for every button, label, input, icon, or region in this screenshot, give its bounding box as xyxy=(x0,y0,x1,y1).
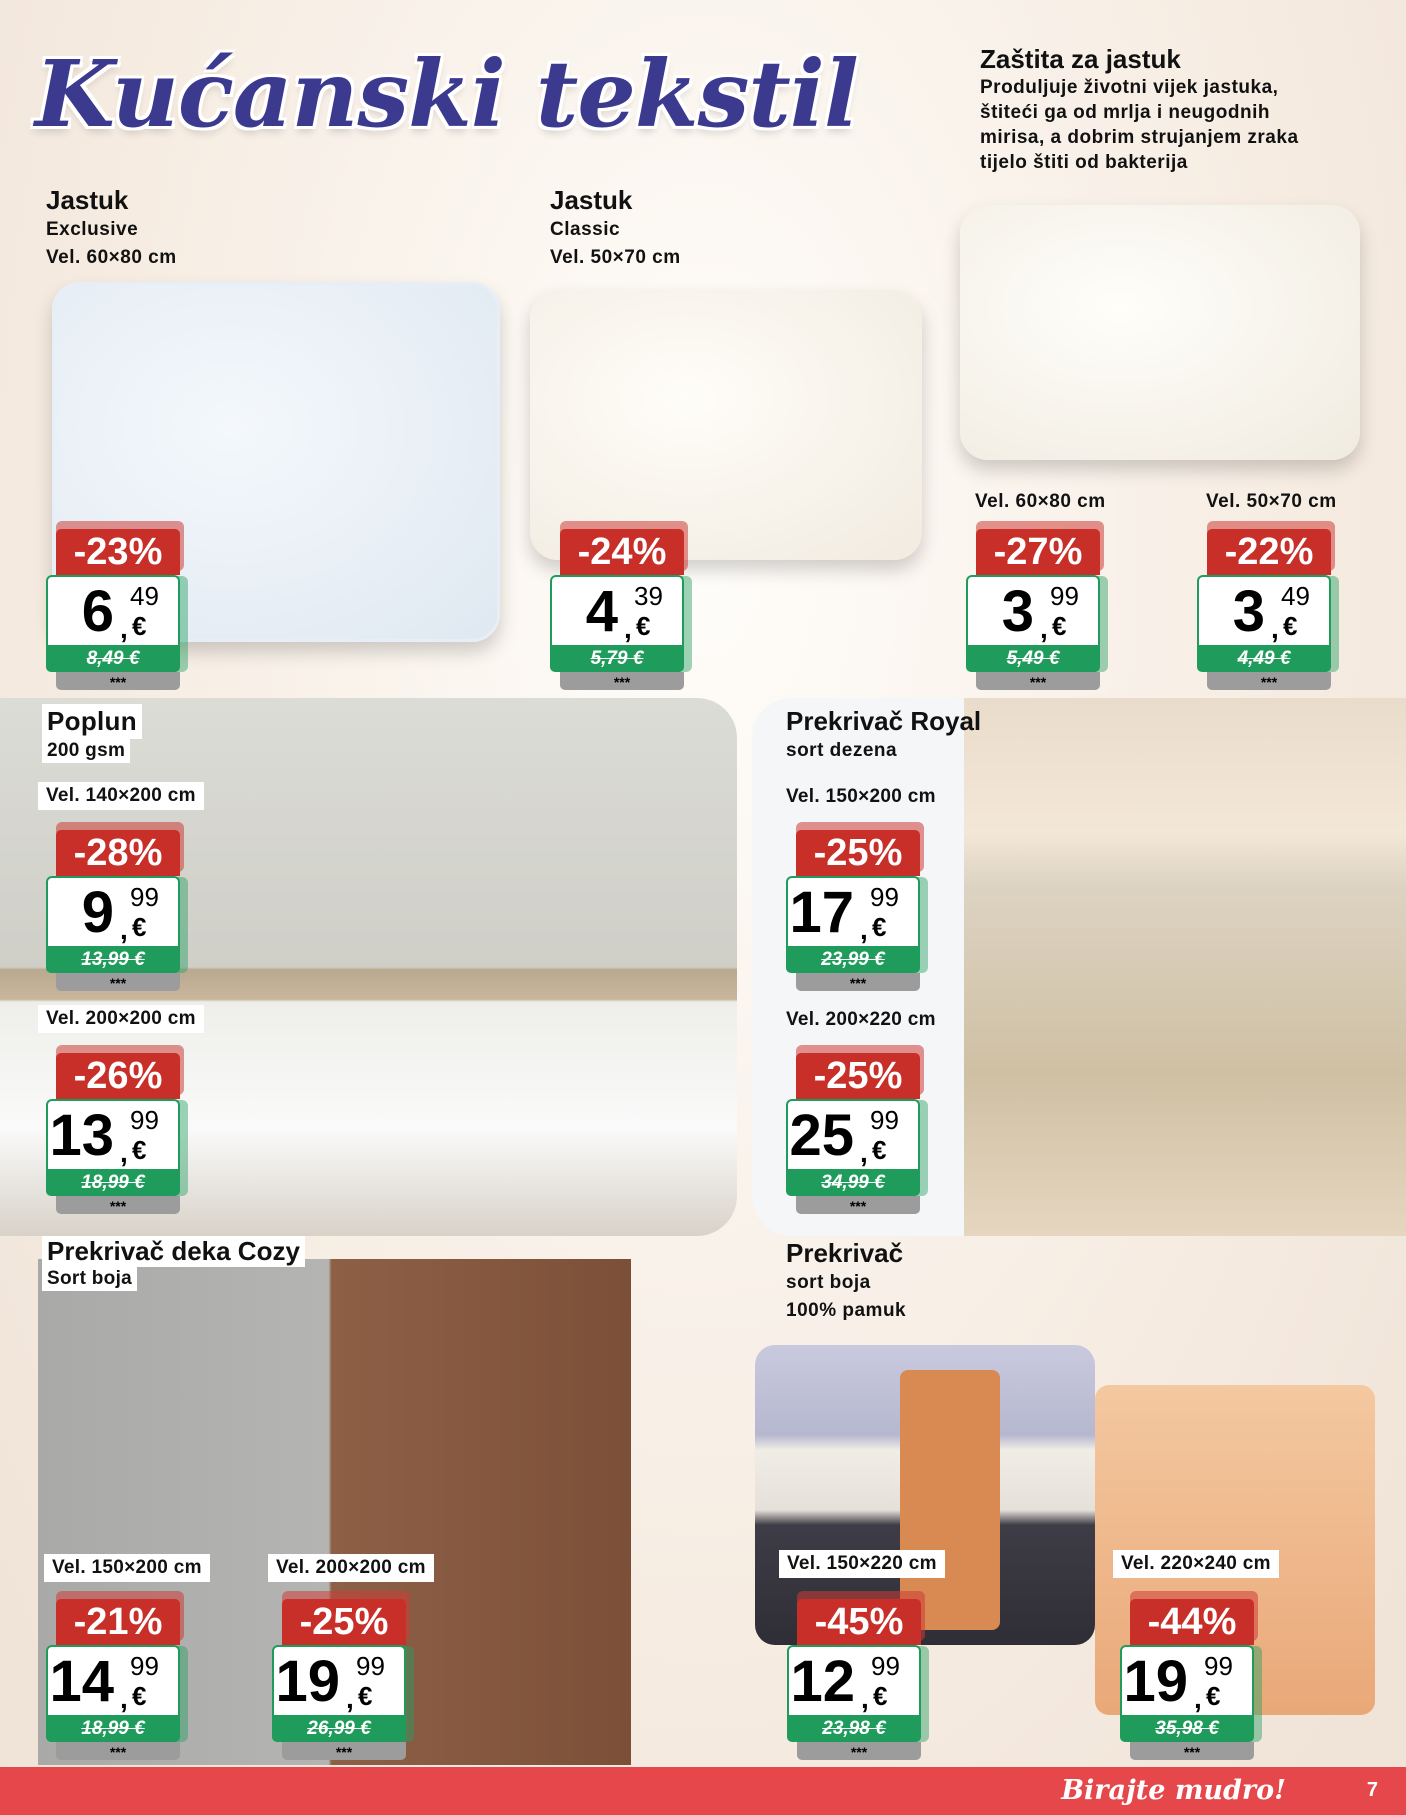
price-comma: , xyxy=(1040,613,1048,644)
product-variant: Exclusive xyxy=(46,219,139,240)
product-desc: štiteći ga od mrlja i neugodnih xyxy=(980,102,1270,123)
price-comma: , xyxy=(120,1683,128,1714)
price-tag xyxy=(786,822,928,992)
product-size: Vel. 60×80 cm xyxy=(46,247,177,268)
size-label: Vel. 140×200 cm xyxy=(38,782,204,810)
price-box xyxy=(46,876,180,946)
tag-footnote: *** xyxy=(796,973,920,991)
price-comma: , xyxy=(1271,613,1279,644)
price-comma: , xyxy=(346,1683,354,1714)
pillow-protector-image xyxy=(960,205,1360,460)
page-number: 7 xyxy=(1366,1779,1378,1801)
old-price-bar xyxy=(787,1715,921,1742)
old-price-bar xyxy=(786,946,920,973)
old-price-bar xyxy=(46,645,180,672)
size-label: Vel. 200×200 cm xyxy=(268,1554,434,1582)
currency: € xyxy=(872,912,887,942)
old-price: 18,99 € xyxy=(81,1718,145,1739)
discount-badge: -25% xyxy=(796,1053,920,1099)
price-tag xyxy=(46,1045,188,1215)
product-variant: sort dezena xyxy=(786,740,898,761)
size-label: Vel. 200×220 cm xyxy=(786,1009,936,1030)
old-price: 4,49 € xyxy=(1237,648,1291,669)
price-box xyxy=(46,1099,180,1169)
price-comma: , xyxy=(120,613,128,644)
price-box xyxy=(1120,1645,1254,1715)
price-box xyxy=(787,1645,921,1715)
price-tag xyxy=(46,521,188,691)
tag-footnote: *** xyxy=(797,1742,921,1760)
price-box xyxy=(46,575,180,645)
product-name: Zaštita za jastuk xyxy=(980,44,1181,74)
size-label: Vel. 50×70 cm xyxy=(1206,491,1337,512)
old-price-bar xyxy=(46,946,180,973)
old-price-bar xyxy=(786,1169,920,1196)
size-label: Vel. 220×240 cm xyxy=(1113,1550,1279,1578)
size-label: Vel. 150×220 cm xyxy=(779,1550,945,1578)
bedspread-royal-image xyxy=(964,698,1406,1236)
product-name: Jastuk xyxy=(46,185,129,215)
price-integer: 12 xyxy=(790,1649,855,1714)
product-name: Prekrivač xyxy=(786,1238,904,1268)
discount-badge: -26% xyxy=(56,1053,180,1099)
product-name: Jastuk xyxy=(550,185,633,215)
price-integer: 17 xyxy=(789,880,854,945)
discount-badge: -25% xyxy=(796,830,920,876)
product-variant: Classic xyxy=(550,219,621,240)
price-comma: , xyxy=(120,1137,128,1168)
product-prekrivac xyxy=(786,1238,906,1325)
old-price: 5,79 € xyxy=(590,648,644,669)
old-price-bar xyxy=(46,1715,180,1742)
price-comma: , xyxy=(860,1137,868,1168)
product-royal xyxy=(786,706,981,765)
currency: € xyxy=(1206,1681,1221,1711)
price-comma: , xyxy=(624,613,632,644)
currency: € xyxy=(132,1135,147,1165)
discount-badge: -44% xyxy=(1130,1599,1254,1645)
price-tag xyxy=(966,521,1108,691)
price-decimals: 99 xyxy=(130,1105,159,1135)
currency: € xyxy=(872,1135,887,1165)
product-name: Poplun xyxy=(42,704,142,739)
price-box xyxy=(966,575,1100,645)
old-price: 26,99 € xyxy=(307,1718,371,1739)
price-integer: 13 xyxy=(49,1103,114,1168)
discount-badge: -25% xyxy=(282,1599,406,1645)
currency: € xyxy=(132,611,147,641)
currency: € xyxy=(132,1681,147,1711)
old-price: 35,98 € xyxy=(1155,1718,1219,1739)
price-comma: , xyxy=(861,1683,869,1714)
currency: € xyxy=(636,611,651,641)
price-decimals: 99 xyxy=(870,1105,899,1135)
old-price: 8,49 € xyxy=(86,648,140,669)
product-name: Prekrivač deka Cozy xyxy=(42,1236,305,1267)
price-decimals: 99 xyxy=(130,882,159,912)
price-decimals: 39 xyxy=(634,581,663,611)
price-decimals: 99 xyxy=(356,1651,385,1681)
old-price-bar xyxy=(46,1169,180,1196)
old-price-bar xyxy=(1120,1715,1254,1742)
tag-footnote: *** xyxy=(796,1196,920,1214)
price-box xyxy=(1197,575,1331,645)
discount-badge: -45% xyxy=(797,1599,921,1645)
old-price: 34,99 € xyxy=(821,1172,885,1193)
tag-footnote: *** xyxy=(976,672,1100,690)
price-decimals: 49 xyxy=(1281,581,1310,611)
page-title: Kućanski tekstil xyxy=(35,40,858,148)
product-size: Vel. 50×70 cm xyxy=(550,247,681,268)
price-tag xyxy=(786,1045,928,1215)
tag-footnote: *** xyxy=(282,1742,406,1760)
price-decimals: 99 xyxy=(870,882,899,912)
product-poplun xyxy=(42,704,142,763)
currency: € xyxy=(358,1681,373,1711)
old-price: 23,99 € xyxy=(821,949,885,970)
discount-badge: -22% xyxy=(1207,529,1331,575)
price-tag xyxy=(1197,521,1339,691)
old-price: 18,99 € xyxy=(81,1172,145,1193)
price-integer: 3 xyxy=(1232,579,1265,644)
price-tag xyxy=(550,521,692,691)
price-tag xyxy=(272,1591,414,1761)
old-price-bar xyxy=(272,1715,406,1742)
currency: € xyxy=(873,1681,888,1711)
price-tag xyxy=(46,1591,188,1761)
tag-footnote: *** xyxy=(56,973,180,991)
tag-footnote: *** xyxy=(56,672,180,690)
price-integer: 4 xyxy=(585,579,618,644)
size-label: Vel. 200×200 cm xyxy=(38,1005,204,1033)
product-material: 100% pamuk xyxy=(786,1300,907,1321)
product-variant: 200 gsm xyxy=(42,739,130,763)
currency: € xyxy=(1283,611,1298,641)
old-price-bar xyxy=(550,645,684,672)
price-box xyxy=(272,1645,406,1715)
product-desc: mirisa, a dobrim strujanjem zraka xyxy=(980,127,1299,148)
size-label: Vel. 60×80 cm xyxy=(975,491,1106,512)
price-decimals: 99 xyxy=(1204,1651,1233,1681)
old-price: 13,99 € xyxy=(81,949,145,970)
price-decimals: 99 xyxy=(1050,581,1079,611)
product-variant: sort boja xyxy=(786,1272,871,1293)
product-jastuk-exclusive xyxy=(46,185,177,272)
price-tag xyxy=(46,822,188,992)
pillow-classic-image xyxy=(530,290,922,560)
tag-footnote: *** xyxy=(56,1196,180,1214)
currency: € xyxy=(1052,611,1067,641)
price-tag xyxy=(1120,1591,1262,1761)
tag-footnote: *** xyxy=(1207,672,1331,690)
product-desc: tijelo štiti od bakterija xyxy=(980,152,1188,173)
currency: € xyxy=(132,912,147,942)
price-box xyxy=(550,575,684,645)
footer-slogan: Birajte mudro! xyxy=(1061,1775,1286,1806)
footer-bar xyxy=(0,1767,1406,1815)
price-decimals: 49 xyxy=(130,581,159,611)
discount-badge: -28% xyxy=(56,830,180,876)
tag-footnote: *** xyxy=(56,1742,180,1760)
tag-footnote: *** xyxy=(1130,1742,1254,1760)
price-integer: 14 xyxy=(49,1649,114,1714)
price-integer: 6 xyxy=(81,579,114,644)
old-price-bar xyxy=(966,645,1100,672)
price-decimals: 99 xyxy=(871,1651,900,1681)
price-decimals: 99 xyxy=(130,1651,159,1681)
tag-footnote: *** xyxy=(560,672,684,690)
price-comma: , xyxy=(120,914,128,945)
old-price: 23,98 € xyxy=(822,1718,886,1739)
product-name: Prekrivač Royal xyxy=(786,706,982,736)
discount-badge: -24% xyxy=(560,529,684,575)
product-cozy xyxy=(42,1236,305,1291)
price-box xyxy=(786,1099,920,1169)
price-comma: , xyxy=(1194,1683,1202,1714)
price-integer: 3 xyxy=(1001,579,1034,644)
size-label: Vel. 150×200 cm xyxy=(44,1554,210,1582)
price-comma: , xyxy=(860,914,868,945)
discount-badge: -23% xyxy=(56,529,180,575)
price-integer: 9 xyxy=(81,880,114,945)
price-box xyxy=(46,1645,180,1715)
discount-badge: -27% xyxy=(976,529,1100,575)
size-label: Vel. 150×200 cm xyxy=(786,786,936,807)
product-jastuk-classic xyxy=(550,185,681,272)
price-integer: 19 xyxy=(1123,1649,1188,1714)
price-box xyxy=(786,876,920,946)
product-zastita xyxy=(980,44,1299,175)
price-integer: 25 xyxy=(789,1103,854,1168)
discount-badge: -21% xyxy=(56,1599,180,1645)
product-variant: Sort boja xyxy=(42,1267,137,1291)
price-tag xyxy=(787,1591,929,1761)
old-price-bar xyxy=(1197,645,1331,672)
product-desc: Produljuje životni vijek jastuka, xyxy=(980,77,1279,98)
old-price: 5,49 € xyxy=(1006,648,1060,669)
price-integer: 19 xyxy=(275,1649,340,1714)
